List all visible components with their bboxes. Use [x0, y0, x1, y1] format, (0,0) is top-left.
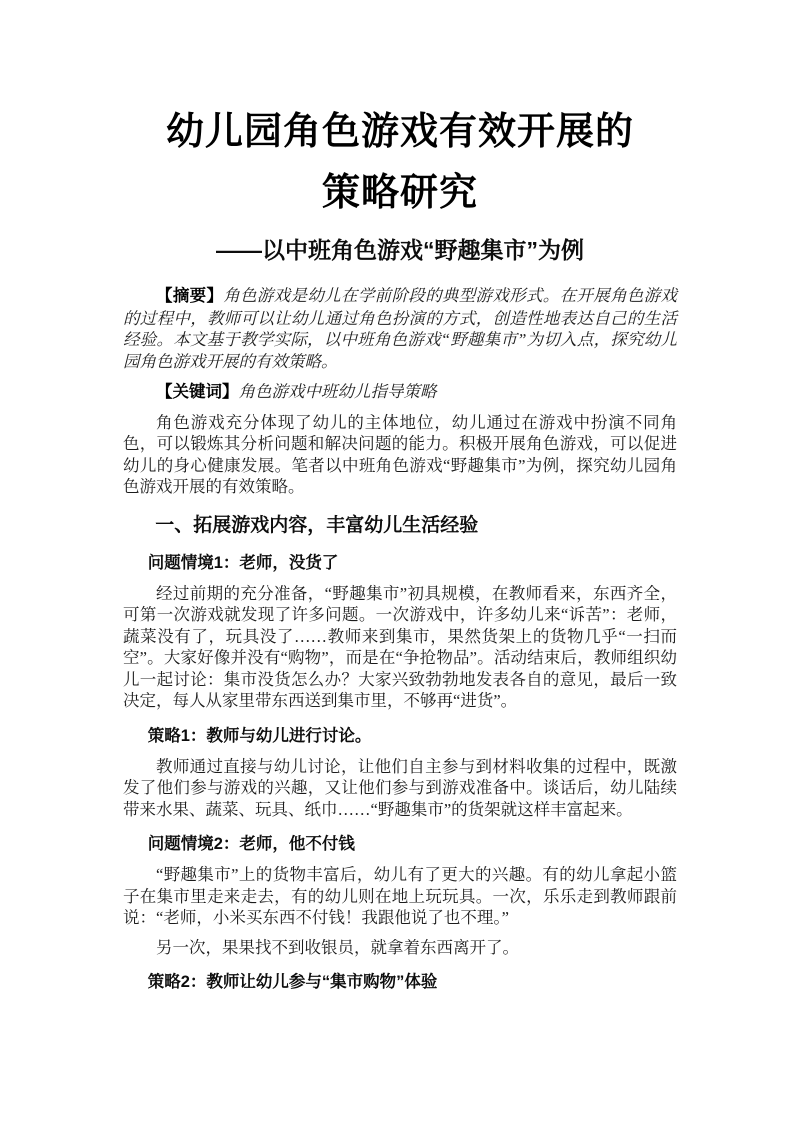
intro-paragraph: 角色游戏充分体现了幼儿的主体地位，幼儿通过在游戏中扮演不同角色，可以锻炼其分析问题和解决问题的能力。积极开展角色游戏，可以促进幼儿的身心健康发展。笔者以中班角色游戏“野趣集市”为例，探究幼儿园角色游戏开展的有效策略。 — [123, 412, 677, 496]
title-line-2: 策略研究 — [321, 172, 478, 214]
strategy-2-heading: 策略2：教师让幼儿参与“集市购物”体验 — [147, 973, 438, 991]
keywords-label: 【关键词】 — [156, 383, 239, 401]
document-subtitle: ——以中班角色游戏“野趣集市”为例 — [216, 237, 584, 263]
situation-1-heading: 问题情境1：老师，没货了 — [147, 553, 339, 572]
document-title — [123, 102, 677, 224]
keywords-line — [123, 381, 677, 404]
keywords-text: 角色游戏中班幼儿指导策略 — [238, 382, 437, 401]
situation-2-paragraph: “野趣集市”上的货物丰富后，幼儿有了更大的兴趣。有的幼儿拿起小篮子在集市里走来走去，有的幼儿则在地上玩玩具。一次，乐乐走到教师跟前说：“老师，小米买东西不付钱！我跟他说了也不理。” — [123, 865, 677, 927]
situation-1-paragraph: 经过前期的充分准备，“野趣集市”初具规模，在教师看来，东西齐全，可第一次游戏就发现了许多问题。一次游戏中，许多幼儿来“诉苦”：老师，蔬菜没有了，玩具没了……教师来到集市，果然货架上的货物几乎“一扫而空”。大家好像并没有“购物”，而是在“争抢物品”。活动结束后，教师组织幼儿一起讨论：集市没货怎么办？大家兴致勃勃地发表各自的意见，最后一致决定，每人从家里带东西送到集市里，不够再“进货”。 — [123, 583, 677, 710]
strategy-1-heading: 策略1：教师与幼儿进行讨论。 — [147, 726, 372, 745]
situation-2-paragraph-2: 另一次，果果找不到收银员，就拿着东西离开了。 — [156, 937, 519, 957]
strategy-1-paragraph: 教师通过直接与幼儿讨论，让他们自主参与到材料收集的过程中，既激发了他们参与游戏的兴趣，又让他们参与到游戏准备中。谈话后，幼儿陆续带来水果、蔬菜、玩具、纸巾……“野趣集市”的货架就这样丰富起来。 — [123, 756, 677, 819]
abstract-paragraph — [123, 285, 677, 372]
section-1-heading: 一、拓展游戏内容，丰富幼儿生活经验 — [155, 514, 479, 536]
situation-2-heading: 问题情境2：老师，他不付钱 — [147, 835, 355, 853]
title-line-1: 幼儿园角色游戏有效开展的 — [165, 111, 634, 153]
abstract-label: 【摘要】 — [156, 287, 224, 305]
abstract-text: 角色游戏是幼儿在学前阶段的典型游戏形式。在开展角色游戏的过程中，教师可以让幼儿通过角色扮演的方式，创造性地表达自己的生活经验。本文基于教学实际，以中班角色游戏“野趣集市”为切入点，探究幼儿园角色游戏开展的有效策略。 — [123, 286, 678, 371]
